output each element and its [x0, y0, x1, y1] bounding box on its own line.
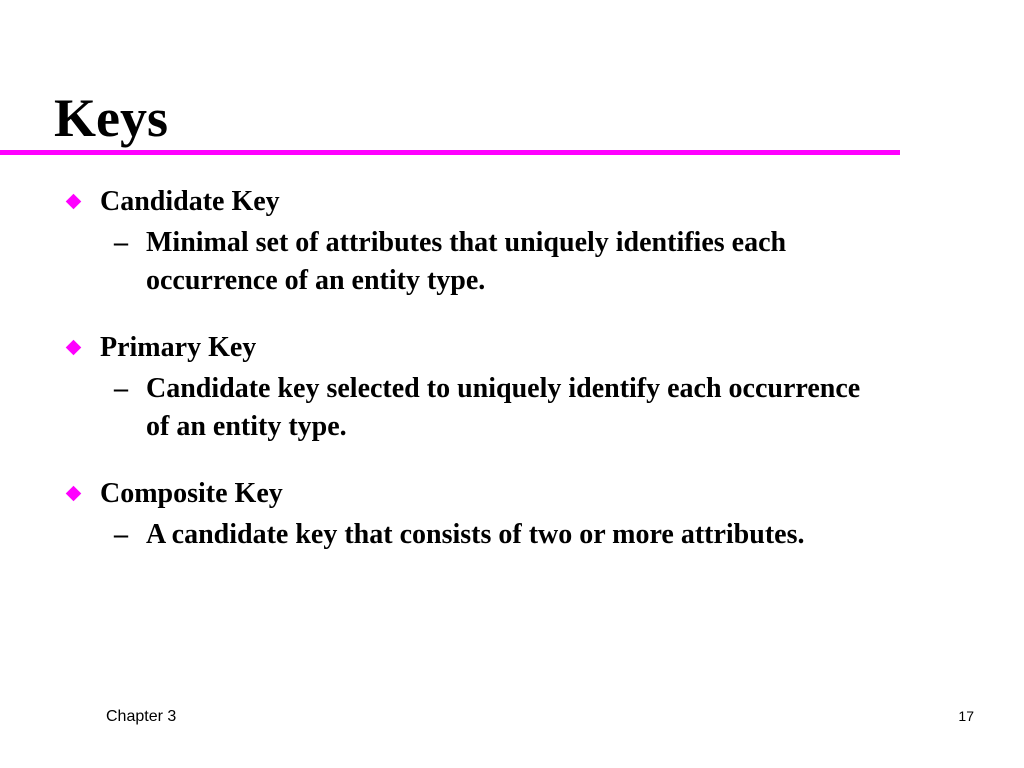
sub-bullet-text: Minimal set of attributes that uniquely identifies each occurrence of an entity type.: [146, 227, 787, 296]
sub-bullet: [100, 516, 884, 554]
diamond-icon: [66, 194, 82, 210]
dash-marker: –: [114, 519, 128, 550]
dash-marker: –: [114, 373, 128, 404]
bullet-list: [64, 182, 884, 582]
bullet-heading: Composite Key: [100, 478, 283, 509]
title-underline: [0, 150, 900, 155]
bullet-heading: Candidate Key: [100, 186, 280, 217]
dash-marker: –: [114, 227, 128, 258]
diamond-icon: [66, 340, 82, 356]
sub-bullet-text: Candidate key selected to uniquely identify each occurrence of an entity type.: [146, 373, 861, 442]
bullet-heading: Primary Key: [100, 332, 257, 363]
bullet-item-composite-key: [64, 474, 884, 554]
footer-chapter: Chapter 3: [106, 708, 177, 725]
sub-bullet-text: A candidate key that consists of two or more attributes.: [146, 519, 805, 550]
bullet-item-primary-key: [64, 328, 884, 446]
diamond-icon: [66, 486, 82, 502]
sub-bullet: [100, 224, 884, 300]
bullet-item-candidate-key: [64, 182, 884, 300]
sub-bullet: [100, 370, 884, 446]
footer-page-number: 17: [958, 708, 974, 724]
slide-title: Keys: [54, 88, 168, 148]
